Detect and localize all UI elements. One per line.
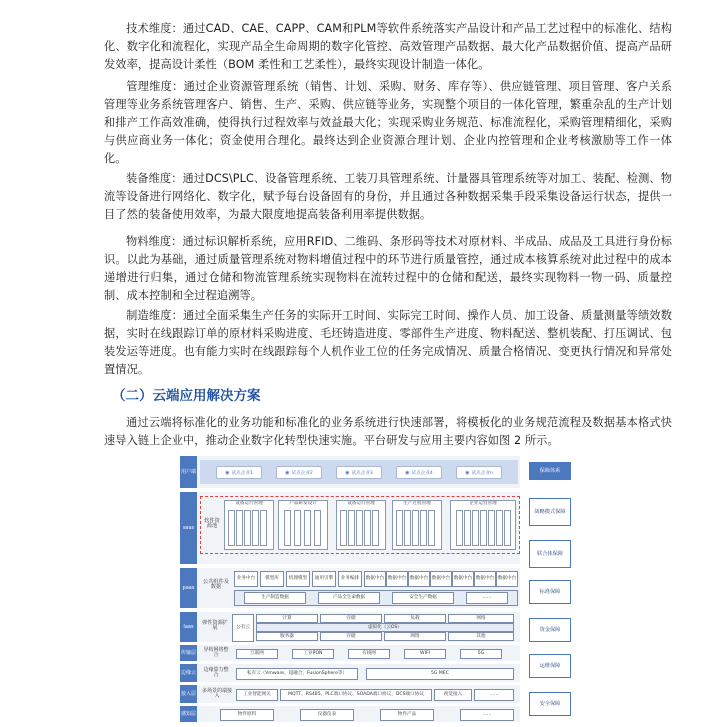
paas-item: 数据中台	[386, 571, 408, 587]
iaas-item: 其他	[448, 632, 514, 641]
paas-item: 数据中台	[430, 571, 452, 587]
edge-item: 私有云（Vmware、超融合、FusionSphere等）	[236, 668, 358, 680]
module-bar	[428, 510, 435, 546]
paragraph-material: 物料维度：通过标识解析系统，应用RFID、二维码、条形码等技术对原材料、半成品、成品及工具进行身份标识。以此为基础，通过质量管理系统对物料增值过程中的环节进行质量管控，通过成本核算系统对此过程中的成本递增进行归集，通过仓储和物流管理系统实现物料在流转过程中的仓储和配送，最终实现物料一物一码、质量控制、成本控制和全过程追溯等。	[104, 235, 672, 302]
iaas-item: 存储	[320, 632, 382, 641]
module-bar	[480, 510, 487, 546]
access-item: 视觉接入	[434, 689, 472, 701]
module-bar	[244, 510, 251, 546]
pilot-item: ◉ 试点企业2	[276, 466, 322, 479]
layer-label: 感知层	[180, 706, 197, 722]
location-icon: ◉	[225, 469, 230, 476]
guarantee-item: 资金保障	[529, 618, 571, 642]
module-bar	[488, 510, 495, 546]
access-item: MQTT、RS485、PLC端口协议、SOADA端口协议、DCS端口协议	[280, 689, 432, 701]
module-bar	[404, 510, 411, 546]
saas-group: 产品研发设计	[278, 500, 328, 550]
paas-data: ……	[466, 592, 508, 604]
module-bar	[314, 510, 321, 546]
net-title: 异构网络整合	[203, 646, 229, 658]
module-bar	[472, 510, 479, 546]
paas-item: 模型库	[260, 571, 284, 587]
saas-group: 设备运行管理	[224, 500, 274, 550]
guarantee-item: 标准保障	[529, 580, 571, 604]
pilot-item: ◉ 试点企业n	[456, 466, 502, 479]
layer-transport	[180, 645, 520, 661]
iaas-item: 网络	[384, 632, 446, 641]
paragraph-equipment: 装备维度：通过DCS\PLC、设备管理系统、工装刀具管理系统、计量器具管理系统等对加工、装配、检测、物流等设备进行网络化、数字化，赋予每台设备固有的身份，并且通过各种数据采集手段采集设备运行状态，提供一目了然的装备使用效率，为最大限度地提高装备利用率提供数据。	[104, 172, 672, 221]
net-item: 有线网	[348, 649, 390, 659]
paas-item: 通用引擎	[312, 571, 336, 587]
layer-label: Iaas	[180, 612, 197, 642]
guarantee-item: 战略模式保障	[529, 498, 571, 526]
module-bar	[364, 510, 371, 546]
pilot-item: ◉ 试点企业1	[216, 466, 262, 479]
module-bar	[294, 510, 301, 546]
iaas-cloud: 公有云	[232, 614, 254, 642]
guarantee-item: 联合体保障	[529, 540, 571, 568]
module-bar	[236, 510, 243, 546]
module-bar	[348, 510, 355, 546]
module-bar	[504, 510, 511, 546]
section-heading: （二）云端应用解决方案	[112, 388, 261, 404]
location-icon: ◉	[285, 469, 290, 476]
layer-access	[180, 685, 520, 703]
saas-title: 软件资源池	[204, 517, 220, 529]
layer-label: 边缘云	[180, 664, 197, 682]
iaas-item: 负载	[384, 614, 446, 623]
paragraph-intro: 通过云端将标准化的业务功能和标准化的业务系统进行快速部署，将模板化的业务规范流程及数据基本格式快速导入链上企业中，推动企业数字化转型快速实施。平台研发与应用主要内容如图 2 所示。	[104, 416, 672, 447]
module-bar	[252, 510, 259, 546]
layer-sense	[180, 706, 520, 722]
guarantee-item: 安全保障	[529, 692, 571, 716]
access-item: ……	[474, 689, 514, 701]
pilot-item: ◉ 试点企业3	[336, 466, 382, 479]
layer-label: paas	[180, 568, 197, 608]
sense-item: 物件产品	[380, 709, 434, 721]
access-item: 工业智能网关	[236, 689, 278, 701]
saas-group: 设备运行管理	[336, 500, 386, 550]
module-bar	[420, 510, 427, 546]
module-bar	[464, 510, 471, 546]
module-bar	[496, 510, 503, 546]
layer-user	[180, 456, 520, 488]
iaas-title: 弹性资源扩展	[202, 619, 228, 631]
module-bar	[456, 510, 463, 546]
paas-data: 安全生产数据	[392, 592, 454, 604]
guarantee-item: 保障体系	[529, 462, 571, 480]
paas-item: 数据中台	[452, 571, 474, 587]
net-item: 5G	[460, 649, 502, 659]
module-bar	[304, 510, 311, 546]
net-item: 互联网	[236, 649, 278, 659]
layer-label: 接入层	[180, 685, 197, 703]
layer-label: 传输层	[180, 645, 197, 661]
paas-item: 机理模型	[286, 571, 310, 587]
iaas-item: 存储	[320, 614, 382, 623]
saas-group: 企业运营管理	[450, 500, 516, 550]
paas-item: 业务中台	[234, 571, 258, 587]
layer-iaas	[180, 612, 520, 642]
saas-group: 生产过程管理	[392, 500, 442, 550]
layer-label: saas	[180, 492, 197, 564]
paragraph-technology: 技术维度：通过CAD、CAE、CAPP、CAM和PLM等软件系统落实产品设计和产品工艺过程中的标准化、结构化、数字化和流程化，实现产品全生命周期的数字化管控、高效管理产品数据、最大化产品数据价值、提高产品研发效率，提高设计柔性（BOM 柔性和工艺柔性），最终实现设计制造一体化。	[104, 22, 672, 71]
module-bar	[396, 510, 403, 546]
net-item: 工业PON	[292, 649, 334, 659]
edge-item: 5G MEC	[366, 668, 514, 680]
paas-data: 生产制造数据	[244, 592, 306, 604]
module-bar	[412, 510, 419, 546]
guarantee-item: 运维保障	[529, 654, 571, 678]
paas-item: 业务编排	[338, 571, 362, 587]
net-item: WIFI	[404, 649, 446, 659]
layer-edge	[180, 664, 520, 682]
module-bar	[372, 510, 379, 546]
module-bar	[260, 510, 267, 546]
sense-item: 仪器仪表	[300, 709, 354, 721]
edge-title: 边缘算力整合	[203, 666, 229, 678]
architecture-figure	[180, 456, 573, 722]
location-icon: ◉	[405, 469, 410, 476]
access-title: 多场景的端接入	[202, 687, 232, 699]
paragraph-management: 管理维度：通过企业资源管理系统（销售、计划、采购、财务、库存等）、供应链管理、项目管理、客户关系管理等业务系统管理客户、销售、生产、采购、供应链等业务，实现整个项目的一体化管理，繁重杂乱的生产计划和排产工作高效准确，使得执行过程效率与效益最大化；实现采购业务规范、标准流程化，采购管理精细化，采购与供应商业务一体化；资金使用合理化。最终达到企业资源合理计划、企业内控管理和企业考核激励等工作一体化。	[104, 80, 672, 165]
sense-item: ……	[460, 709, 514, 721]
location-icon: ◉	[345, 469, 350, 476]
module-bar	[228, 510, 235, 546]
module-bar	[356, 510, 363, 546]
layer-paas	[180, 568, 520, 608]
layer-label: 用户端	[180, 456, 197, 488]
paas-item: 数据中台	[474, 571, 496, 587]
pilot-item: ◉ 试点企业4	[396, 466, 442, 479]
paas-data: 产品全生命数据	[318, 592, 380, 604]
paas-item: 数据中台	[408, 571, 430, 587]
paas-item: 数据中台	[496, 571, 518, 587]
iaas-item: 虚拟化（云OS）	[256, 623, 514, 632]
iaas-item: 计算	[256, 614, 318, 623]
layer-saas	[180, 492, 520, 564]
paragraph-manufacturing: 制造维度：通过全面采集生产任务的实际开工时间、实际完工时间、操作人员、加工设备、质量测量等绩效数据，实时在线跟踪订单的原材料采购进度、毛坯铸造进度、零部件生产进度、物料配送、整机装配、打压调试、包装发运等进度。也有能力实时在线跟踪每个人机作业工位的任务完成情况、质量合格情况、变更执行情况和异常处置情况。	[104, 309, 672, 376]
module-bar	[340, 510, 347, 546]
sense-item: 物件原料	[220, 709, 274, 721]
module-bar	[284, 510, 291, 546]
paas-item: 数据中台	[364, 571, 386, 587]
iaas-item: 网络	[448, 614, 514, 623]
location-icon: ◉	[465, 469, 470, 476]
iaas-item: 服务器	[256, 632, 318, 641]
paas-title: 公共组件及数据	[203, 578, 229, 590]
